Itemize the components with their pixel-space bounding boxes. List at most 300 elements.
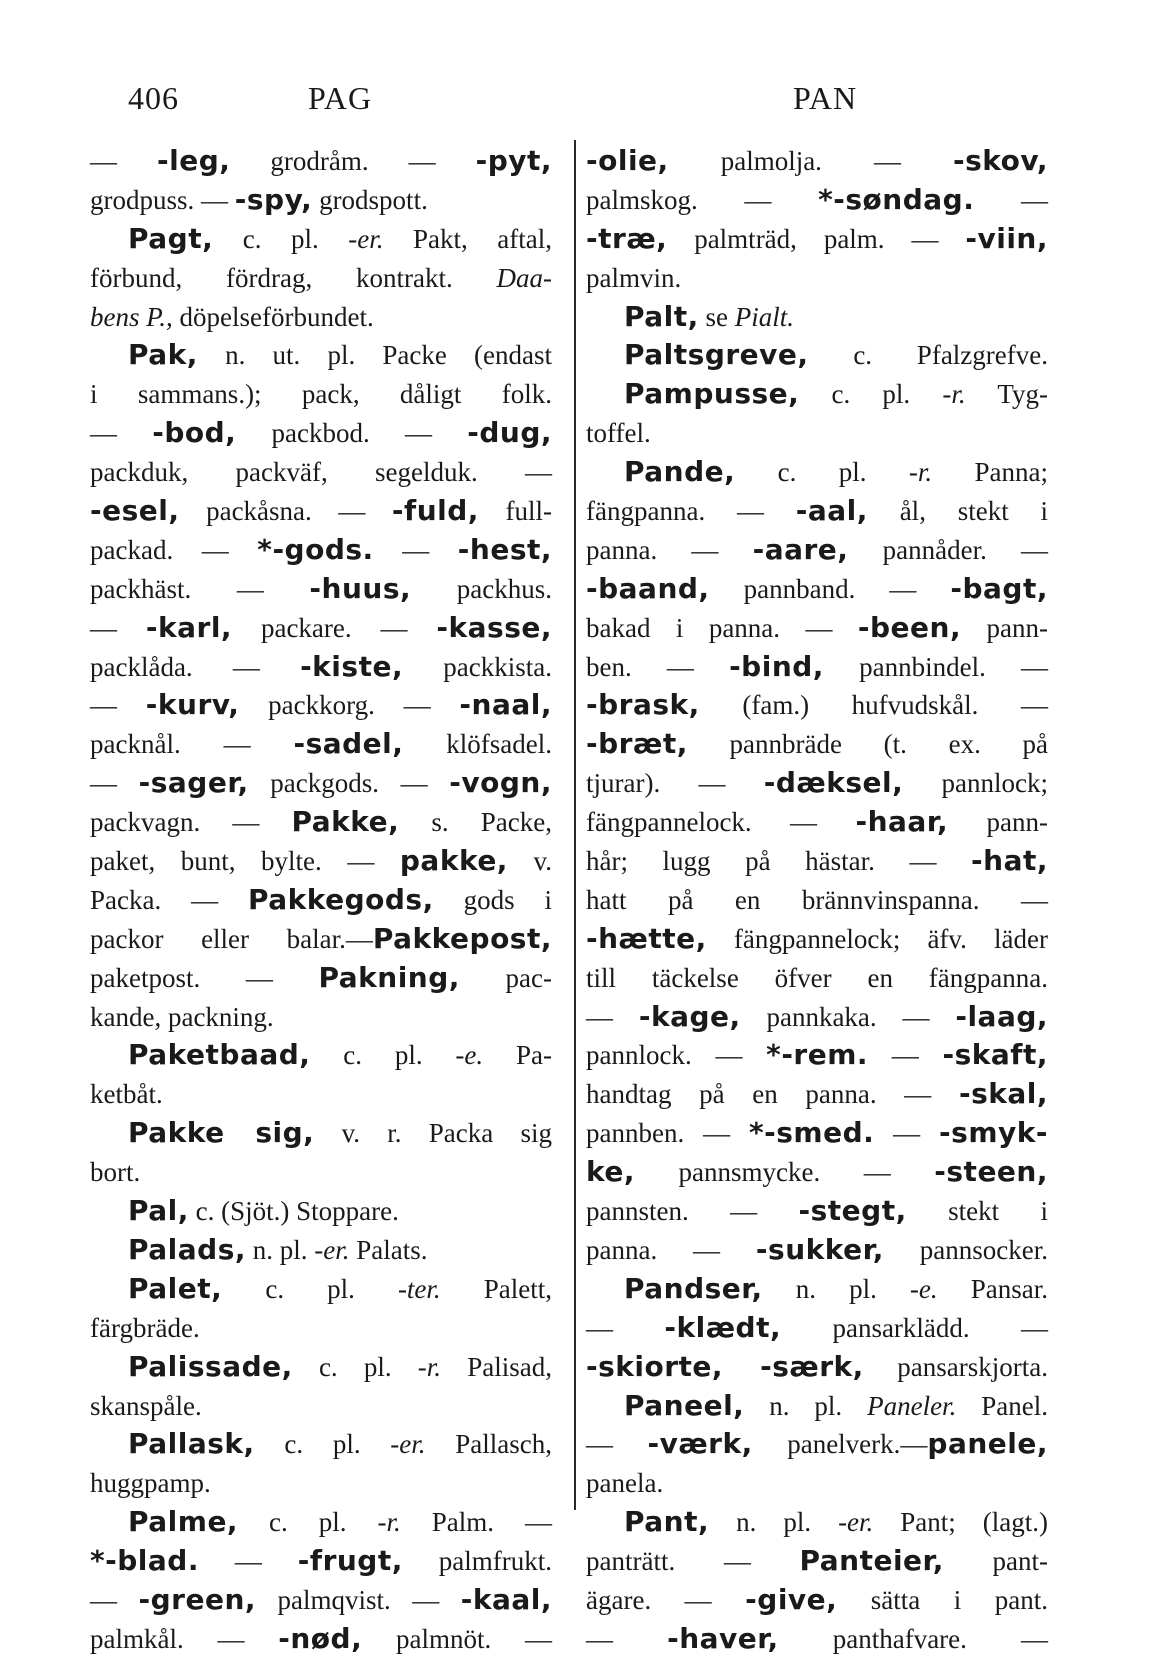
entry-text: klöfsadel. bbox=[403, 729, 552, 760]
entry-line bbox=[90, 1387, 552, 1426]
headword: *-søndag. bbox=[818, 182, 975, 216]
headword: -steen, bbox=[934, 1155, 1048, 1189]
headword: *-blad. bbox=[90, 1544, 199, 1578]
entry-text: Panel. bbox=[956, 1390, 1048, 1421]
headword: -viin, bbox=[965, 221, 1048, 255]
entry-text: pannbräde (t. ex. på bbox=[687, 729, 1048, 760]
headword: -skov, bbox=[953, 144, 1048, 177]
entry-text: c. pl. bbox=[310, 1040, 456, 1071]
entry-text: panela. bbox=[586, 1468, 664, 1499]
entry-text: Packa. — bbox=[90, 884, 248, 915]
entry-line bbox=[90, 609, 552, 648]
entry-text: — bbox=[586, 1001, 639, 1032]
entry-text: full- bbox=[478, 496, 552, 527]
entry-text: c. Pfalzgrefve. bbox=[808, 340, 1048, 371]
column-divider bbox=[574, 140, 576, 1510]
entry-text: tjurar). — bbox=[586, 768, 764, 799]
left-guide-word: PAG bbox=[308, 80, 373, 116]
entry-text: fängpannelock. — bbox=[586, 807, 856, 838]
headword: -værk, bbox=[647, 1427, 753, 1461]
entry-line bbox=[586, 336, 1048, 375]
page-number: 406 bbox=[128, 80, 179, 116]
headword: Paketbaad, bbox=[128, 1038, 311, 1072]
entry-line bbox=[90, 959, 552, 998]
headword: -kage, bbox=[638, 999, 741, 1033]
entry-line bbox=[90, 1503, 552, 1542]
entry-line bbox=[90, 998, 552, 1037]
entry-text: — bbox=[586, 1429, 648, 1460]
entry-text: — bbox=[90, 768, 139, 799]
headword: -sadel, bbox=[293, 727, 404, 761]
entry-text: n. pl. bbox=[246, 1234, 315, 1265]
entry-text: ål, stekt i bbox=[867, 496, 1048, 527]
headword: Pagt, bbox=[128, 221, 214, 255]
headword: Paltsgreve, bbox=[624, 338, 809, 372]
entry-text: pac- bbox=[459, 962, 552, 993]
italic-text: Paneler. bbox=[867, 1390, 957, 1421]
entry-text: Tyg- bbox=[965, 379, 1048, 410]
headword: Pandser, bbox=[624, 1271, 763, 1305]
entry-text: till täckelse öfver en fängpanna. bbox=[586, 962, 1048, 993]
headword: -aare, bbox=[752, 532, 849, 566]
headword: -smyk- bbox=[939, 1116, 1048, 1150]
entry-line bbox=[586, 1231, 1048, 1270]
entry-line bbox=[90, 803, 552, 842]
headword: -naal, bbox=[459, 688, 552, 722]
entry-text: paket, bunt, bylte. — bbox=[90, 846, 400, 877]
entry-text: — bbox=[90, 612, 146, 643]
entry-line bbox=[586, 725, 1048, 764]
headword: -esel, bbox=[90, 494, 180, 528]
entry-text: hår; lugg på hästar. — bbox=[586, 846, 972, 877]
headword: -bod, bbox=[152, 416, 237, 450]
entry-text: palmträd, palm. — bbox=[667, 223, 966, 254]
entry-line bbox=[90, 1270, 552, 1309]
entry-text: toffel. bbox=[586, 418, 651, 449]
entry-text: — bbox=[90, 146, 157, 176]
headword: pakke, bbox=[399, 844, 508, 878]
entry-text: palmkål. — bbox=[90, 1623, 279, 1654]
entry-text: palmvin. bbox=[586, 262, 682, 293]
entry-text: pansarklädd. — bbox=[781, 1312, 1049, 1343]
entry-text: c. pl. bbox=[213, 223, 349, 254]
entry-text: ägare. — bbox=[586, 1584, 746, 1615]
entry-text: panna. — bbox=[586, 1234, 756, 1265]
entry-line bbox=[586, 998, 1048, 1037]
headword: -fuld, bbox=[391, 494, 479, 528]
headword: -sager, bbox=[138, 766, 249, 800]
entry-line bbox=[586, 1581, 1048, 1620]
entry-line bbox=[90, 492, 552, 531]
entry-text: — bbox=[198, 1546, 298, 1577]
entry-text: packare. — bbox=[232, 612, 437, 643]
headword: -green, bbox=[138, 1582, 257, 1616]
entry-text: Panna; bbox=[932, 457, 1048, 488]
entry-text: palmfrukt. bbox=[402, 1546, 552, 1577]
headword: -haar, bbox=[855, 805, 949, 839]
entry-text: packåsna. — bbox=[179, 496, 392, 527]
entry-text: packduk, packväf, segelduk. — bbox=[90, 457, 552, 488]
italic-text: Pialt. bbox=[734, 301, 795, 332]
entry-text: — bbox=[90, 1584, 139, 1615]
entry-text: c. pl. bbox=[799, 379, 943, 410]
entry-line bbox=[586, 142, 1048, 181]
entry-line bbox=[586, 1192, 1048, 1231]
headword: -sukker, bbox=[755, 1232, 884, 1266]
entry-text: — bbox=[974, 184, 1049, 215]
entry-text: bakad i panna. — bbox=[586, 612, 858, 643]
entry-text: pannsten. — bbox=[586, 1196, 799, 1227]
italic-text: -r. bbox=[377, 1507, 401, 1538]
entry-text: — bbox=[874, 1118, 940, 1149]
entry-text: pannsmycke. — bbox=[635, 1157, 935, 1188]
headword: -træ, bbox=[586, 221, 668, 255]
entry-text: pant- bbox=[943, 1546, 1048, 1577]
headword: Pallask, bbox=[128, 1427, 255, 1461]
headword: Pal, bbox=[128, 1194, 189, 1228]
entry-line bbox=[90, 725, 552, 764]
entry-text: — bbox=[586, 1623, 668, 1654]
entry-text: panna. — bbox=[586, 534, 753, 565]
entry-line bbox=[586, 220, 1048, 259]
headword: *-rem. bbox=[766, 1038, 869, 1072]
entry-line bbox=[90, 1464, 552, 1503]
entry-text: gods i bbox=[433, 884, 553, 915]
entry-text: panthafvare. — bbox=[778, 1623, 1049, 1654]
entry-line bbox=[586, 1309, 1048, 1348]
headword: Palissade, bbox=[128, 1349, 293, 1383]
headword: -dæksel, bbox=[763, 766, 904, 800]
entry-text: packhus. bbox=[411, 573, 552, 604]
entry-line bbox=[90, 181, 552, 220]
headword: -laag, bbox=[955, 999, 1049, 1033]
entry-text: — bbox=[586, 1312, 665, 1343]
entry-line bbox=[90, 259, 552, 298]
entry-line bbox=[586, 648, 1048, 687]
entry-text: skanspåle. bbox=[90, 1390, 202, 1421]
entry-text: i sammans.); pack, dåligt folk. bbox=[90, 379, 552, 410]
entry-text: Palm. — bbox=[400, 1507, 552, 1538]
entry-text: n. pl. bbox=[762, 1273, 910, 1304]
entry-line bbox=[90, 414, 552, 453]
entry-line bbox=[90, 142, 552, 181]
entry-text: packkista. bbox=[403, 651, 552, 682]
entry-text: pannåder. — bbox=[848, 534, 1048, 565]
entry-text: v. r. Packa sig bbox=[314, 1118, 552, 1149]
headword: -been, bbox=[857, 610, 962, 644]
entry-text: pannkaka. — bbox=[740, 1001, 956, 1032]
right-column bbox=[586, 142, 1048, 1659]
entry-line bbox=[90, 1309, 552, 1348]
entry-line bbox=[90, 298, 552, 337]
headword: -olie, bbox=[586, 144, 669, 177]
entry-text: paketpost. — bbox=[90, 962, 319, 993]
headword: -give, bbox=[745, 1582, 838, 1616]
entry-text: palmnöt. — bbox=[362, 1623, 552, 1654]
headword: -vogn, bbox=[449, 766, 552, 800]
headword: Pande, bbox=[624, 455, 736, 489]
entry-line bbox=[586, 1075, 1048, 1114]
entry-text: grodråm. — bbox=[230, 146, 476, 176]
entry-text: stekt i bbox=[906, 1196, 1048, 1227]
entry-text: pannsocker. bbox=[883, 1234, 1048, 1265]
headword: -hat, bbox=[971, 844, 1048, 878]
entry-line bbox=[90, 336, 552, 375]
entry-line bbox=[90, 686, 552, 725]
entry-line bbox=[90, 1075, 552, 1114]
entry-text: förbund, fördrag, kontrakt. bbox=[90, 262, 497, 293]
italic-text: bens P., bbox=[90, 301, 173, 332]
entry-text: — bbox=[868, 1040, 943, 1071]
entry-text: färgbräde. bbox=[90, 1312, 200, 1343]
entry-line bbox=[90, 375, 552, 414]
entry-line bbox=[90, 1620, 552, 1659]
headword: Pakke, bbox=[291, 805, 400, 839]
entry-text: pannben. — bbox=[586, 1118, 749, 1149]
italic-text: -r. bbox=[908, 457, 933, 488]
headword: -leg, bbox=[157, 144, 231, 177]
entry-line bbox=[586, 181, 1048, 220]
entry-line bbox=[586, 1464, 1048, 1503]
entry-line bbox=[586, 842, 1048, 881]
entry-text: döpelseförbundet. bbox=[172, 301, 374, 332]
headword: Pakkegods, bbox=[247, 882, 434, 916]
entry-text: palmqvist. — bbox=[256, 1584, 461, 1615]
headword: Paneel, bbox=[624, 1388, 745, 1422]
headword: Pant, bbox=[624, 1505, 710, 1539]
italic-text: -er. bbox=[838, 1507, 874, 1538]
headword: Pampusse, bbox=[624, 377, 800, 411]
italic-text: -ter. bbox=[397, 1273, 441, 1304]
headword: -kurv, bbox=[145, 688, 240, 722]
entry-text: pannband. — bbox=[709, 573, 951, 604]
entry-line bbox=[586, 609, 1048, 648]
entry-text: Pallasch, bbox=[425, 1429, 552, 1460]
entry-line bbox=[586, 570, 1048, 609]
entry-line bbox=[90, 1581, 552, 1620]
headword: -huus, bbox=[309, 571, 412, 605]
entry-text: s. Packe, bbox=[399, 807, 552, 838]
headword: Palet, bbox=[128, 1271, 223, 1305]
entry-line bbox=[90, 1153, 552, 1192]
entry-text: Pansar. bbox=[937, 1273, 1048, 1304]
entry-text: n. pl. bbox=[709, 1507, 839, 1538]
entry-text: c. pl. bbox=[292, 1351, 418, 1382]
italic-text: -er. bbox=[348, 223, 384, 254]
entry-line bbox=[586, 1503, 1048, 1542]
headword: -klædt, bbox=[664, 1310, 782, 1344]
entry-text: packvagn. — bbox=[90, 807, 292, 838]
entry-text: bort. bbox=[90, 1157, 141, 1188]
entry-text: grodspott. bbox=[312, 184, 428, 215]
entry-text: grodpuss. — bbox=[90, 184, 235, 215]
headword: Pakning, bbox=[318, 960, 460, 994]
entry-text: pannlock; bbox=[903, 768, 1048, 799]
italic-text: -e. bbox=[455, 1040, 484, 1071]
entry-line bbox=[586, 1387, 1048, 1426]
entry-line bbox=[586, 375, 1048, 414]
entry-text: Palats. bbox=[349, 1234, 428, 1265]
entry-text: packhäst. — bbox=[90, 573, 310, 604]
headword: panele, bbox=[927, 1427, 1048, 1461]
entry-text: Pakt, aftal, bbox=[383, 223, 552, 254]
entry-line bbox=[90, 842, 552, 881]
entry-text: pannlock. — bbox=[586, 1040, 767, 1071]
headword: -baand, bbox=[586, 571, 710, 605]
entry-text: pannbindel. — bbox=[823, 651, 1048, 682]
entry-text: packlåda. — bbox=[90, 651, 301, 682]
entry-text: panträtt. — bbox=[586, 1546, 800, 1577]
entry-line bbox=[586, 259, 1048, 298]
entry-text: c. (Sjöt.) Stoppare. bbox=[188, 1196, 399, 1227]
headword: -bræt, bbox=[586, 727, 688, 761]
entry-text: pann- bbox=[948, 807, 1048, 838]
headword: ke, bbox=[586, 1155, 635, 1189]
entry-text: n. pl. bbox=[744, 1390, 868, 1421]
entry-text: packor eller balar.— bbox=[90, 923, 373, 954]
headword: -aal, bbox=[795, 494, 868, 528]
headword: -kaal, bbox=[460, 1582, 553, 1616]
entry-text: se bbox=[698, 301, 735, 332]
entry-text: sätta i pant. bbox=[837, 1584, 1048, 1615]
entry-line bbox=[90, 1036, 552, 1075]
headword: -bind, bbox=[729, 649, 824, 683]
entry-text: Palett, bbox=[440, 1273, 552, 1304]
entry-text: — bbox=[90, 418, 153, 449]
entry-line bbox=[586, 920, 1048, 959]
headword: Palme, bbox=[128, 1505, 239, 1539]
entry-line bbox=[90, 570, 552, 609]
entry-text: ketbåt. bbox=[90, 1079, 163, 1110]
headword: -brask, bbox=[586, 688, 700, 722]
headword: -haver, bbox=[667, 1621, 779, 1655]
entry-text: Pa- bbox=[483, 1040, 552, 1071]
italic-text: -r. bbox=[417, 1351, 442, 1382]
italic-text: -er. bbox=[390, 1429, 426, 1460]
left-column bbox=[90, 142, 552, 1659]
italic-text: -e. bbox=[909, 1273, 938, 1304]
entry-line bbox=[586, 1348, 1048, 1387]
headword: -bagt, bbox=[950, 571, 1048, 605]
headword: -stegt, bbox=[798, 1194, 907, 1228]
entry-line bbox=[90, 1542, 552, 1581]
entry-line bbox=[586, 1542, 1048, 1581]
entry-line bbox=[586, 1153, 1048, 1192]
italic-text: -r. bbox=[942, 379, 966, 410]
entry-text: c. pl. bbox=[254, 1429, 391, 1460]
headword: -karl, bbox=[145, 610, 233, 644]
headword: Pak, bbox=[128, 338, 198, 372]
headword: -nød, bbox=[278, 1621, 363, 1655]
entry-text: packad. — bbox=[90, 534, 258, 565]
entry-line bbox=[90, 1231, 552, 1270]
entry-line bbox=[586, 803, 1048, 842]
entry-line bbox=[586, 1425, 1048, 1464]
entry-text: c. pl. bbox=[222, 1273, 398, 1304]
entry-line bbox=[586, 298, 1048, 337]
headword: -skiorte, -særk, bbox=[586, 1349, 864, 1383]
headword: Pakkepost, bbox=[372, 921, 552, 955]
entry-line bbox=[586, 1114, 1048, 1153]
entry-line bbox=[90, 1425, 552, 1464]
entry-line bbox=[586, 686, 1048, 725]
entry-line bbox=[586, 764, 1048, 803]
entry-line bbox=[586, 531, 1048, 570]
entry-text: ben. — bbox=[586, 651, 730, 682]
entry-text: huggpamp. bbox=[90, 1468, 211, 1499]
headword: -hætte, bbox=[586, 921, 707, 955]
headword: *-smed. bbox=[748, 1116, 875, 1150]
headword: -skal, bbox=[958, 1077, 1048, 1111]
headword: -hest, bbox=[457, 532, 553, 566]
entry-line bbox=[90, 920, 552, 959]
entry-text: palmolja. — bbox=[668, 146, 953, 176]
headword: -kiste, bbox=[300, 649, 404, 683]
entry-text: hatt på en brännvinspanna. — bbox=[586, 884, 1048, 915]
entry-text: c. pl. bbox=[238, 1507, 378, 1538]
italic-text: -er. bbox=[314, 1234, 350, 1265]
headword: Palads, bbox=[128, 1232, 247, 1266]
entry-text: kande, packning. bbox=[90, 1001, 274, 1032]
entry-line bbox=[90, 1114, 552, 1153]
entry-line bbox=[90, 1192, 552, 1231]
entry-text: fängpannelock; äfv. läder bbox=[706, 923, 1048, 954]
entry-line bbox=[586, 1620, 1048, 1659]
entry-line bbox=[90, 220, 552, 259]
entry-text: palmskog. — bbox=[586, 184, 819, 215]
entry-text: packbod. — bbox=[236, 418, 468, 449]
entry-text: pann- bbox=[961, 612, 1048, 643]
entry-line bbox=[90, 648, 552, 687]
entry-text: c. pl. bbox=[735, 457, 909, 488]
entry-line bbox=[586, 881, 1048, 920]
entry-line bbox=[90, 531, 552, 570]
entry-text: — bbox=[90, 690, 146, 721]
entry-text: pansarskjorta. bbox=[863, 1351, 1048, 1382]
entry-text: fängpanna. — bbox=[586, 496, 796, 527]
headword: -frugt, bbox=[297, 1544, 403, 1578]
entry-text: Palisad, bbox=[441, 1351, 552, 1382]
entry-line bbox=[586, 414, 1048, 453]
entry-text: packnål. — bbox=[90, 729, 294, 760]
entry-line bbox=[90, 453, 552, 492]
right-guide-word: PAN bbox=[793, 80, 858, 116]
entry-line bbox=[90, 764, 552, 803]
entry-line bbox=[586, 1270, 1048, 1309]
headword: -spy, bbox=[234, 182, 313, 216]
headword: -kasse, bbox=[436, 610, 553, 644]
entry-line bbox=[586, 959, 1048, 998]
headword: Panteier, bbox=[799, 1544, 944, 1578]
headword: -skaft, bbox=[942, 1038, 1048, 1072]
entry-line bbox=[586, 453, 1048, 492]
headword: -pyt, bbox=[475, 144, 553, 177]
headword: Pakke sig, bbox=[128, 1116, 315, 1150]
entry-text: n. ut. pl. Packe (endast bbox=[197, 340, 552, 371]
headword: *-gods. bbox=[257, 532, 374, 566]
headword: -dug, bbox=[467, 416, 553, 450]
entry-line bbox=[90, 1348, 552, 1387]
entry-text: packkorg. — bbox=[239, 690, 460, 721]
headword: Palt, bbox=[624, 299, 699, 333]
entry-line bbox=[586, 492, 1048, 531]
entry-text: v. bbox=[507, 846, 552, 877]
entry-text: panelverk.— bbox=[752, 1429, 928, 1460]
entry-text: Pant; (lagt.) bbox=[873, 1507, 1048, 1538]
entry-text: handtag på en panna. — bbox=[586, 1079, 959, 1110]
entry-text: (fam.) hufvudskål. — bbox=[699, 690, 1048, 721]
entry-text: — bbox=[373, 534, 458, 565]
